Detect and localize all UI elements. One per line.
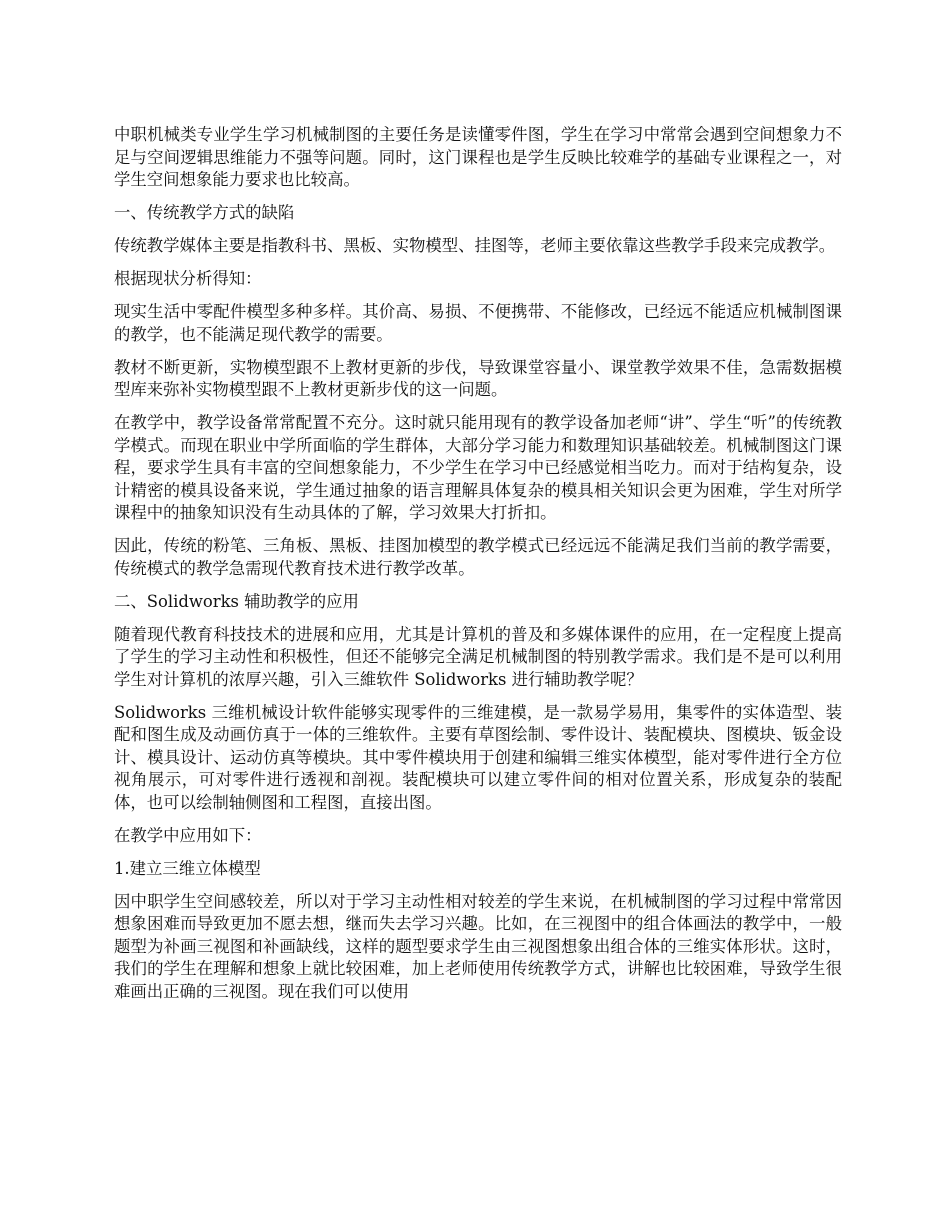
- document-page: [114, 124, 842, 1014]
- paragraph-analysis-lead: 根据现状分析得知：: [114, 269, 262, 288]
- subsection-heading-1: 1.建立三维立体模型: [114, 858, 261, 878]
- intro-paragraph: 中职机械类专业学生学习机械制图的主要任务是读懂零件图，学生在学习中常常会遇到空间想象力不足与空间逻辑思维能力不强等问题。同时，这门课程也是学生反映比较难学的基础专业课程之一，对学生空间想象能力要求也比较高。: [114, 125, 842, 189]
- paragraph-solidworks: Solidworks 三维机械设计软件能够实现零件的三维建模，是一款易学易用，集零件的实体造型、装配和图生成及动画仿真于一体的三维软件。主要有草图绘制、零件设计、装配模块、图模块、钣金设计、模具设计、运动仿真等模块。其中零件模块用于创建和编辑三维实体模型，能对零件进行全方位视角展示，可对零件进行透视和剖视。装配模块可以建立零件间的相对位置关系，形成复杂的装配体，也可以绘制轴侧图和工程图，直接出图。: [114, 702, 842, 812]
- paragraph-3d-model: 因中职学生空间感较差，所以对于学习主动性相对较差的学生来说，在机械制图的学习过程中常常因想象困难而导致更加不愿去想，继而失去学习兴趣。比如，在三视图中的组合体画法的教学中，一般题型为补画三视图和补画缺线，这样的题型要求学生由三视图想象出组合体的三维实体形状。这时，我们的学生在理解和想象上就比较困难，加上老师使用传统教学方式，讲解也比较困难，导致学生很难画出正确的三视图。现在我们可以使用: [114, 891, 842, 1001]
- paragraph-textbooks: 教材不断更新，实物模型跟不上教材更新的步伐，导致课堂容量小、课堂教学效果不佳，急需数据模型库来弥补实物模型跟不上教材更新步伐的这一问题。: [114, 357, 842, 399]
- paragraph-traditional-media: 传统教学媒体主要是指教科书、黑板、实物模型、挂图等，老师主要依靠这些教学手段来完成教学。: [114, 236, 836, 255]
- paragraph-equipment: 在教学中，教学设备常常配置不充分。这时就只能用现有的教学设备加老师“讲”、学生“听”的传统教学模式。而现在职业中学所面临的学生群体，大部分学习能力和数理知识基础较差。机械制图这门课程，要求学生具有丰富的空间想象能力，不少学生在学习中已经感觉相当吃力。而对于结构复杂，设计精密的模具设备来说，学生通过抽象的语言理解具体复杂的模具相关知识会更为困难，学生对所学课程中的抽象知识没有生动具体的了解，学习效果大打折扣。: [114, 413, 842, 522]
- paragraph-modern-tech: 随着现代教育科技技术的进展和应用，尤其是计算机的普及和多媒体课件的应用，在一定程度上提高了学生的学习主动性和积极性，但还不能够完全满足机械制图的特别教学需求。我们是不是可以利用学生对计算机的浓厚兴趣，引入三維软件 Solidworks 进行辅助教学呢？: [114, 624, 842, 689]
- section-heading-2: 二、Solidworks 辅助教学的应用: [114, 591, 359, 611]
- paragraph-application-lead: 在教学中应用如下：: [114, 825, 262, 845]
- paragraph-conclusion: 因此，传统的粉笔、三角板、黑板、挂图加模型的教学模式已经远远不能满足我们当前的教学需要，传统模式的教学急需现代教育技术进行教学改革。: [114, 536, 842, 578]
- section-heading-1: 一、传统教学方式的缺陷: [114, 203, 295, 222]
- paragraph-models: 现实生活中零配件模型多种多样。其价高、易损、不便携带、不能修改，已经远不能适应机械制图课的教学，也不能满足现代教学的需要。: [114, 302, 842, 344]
